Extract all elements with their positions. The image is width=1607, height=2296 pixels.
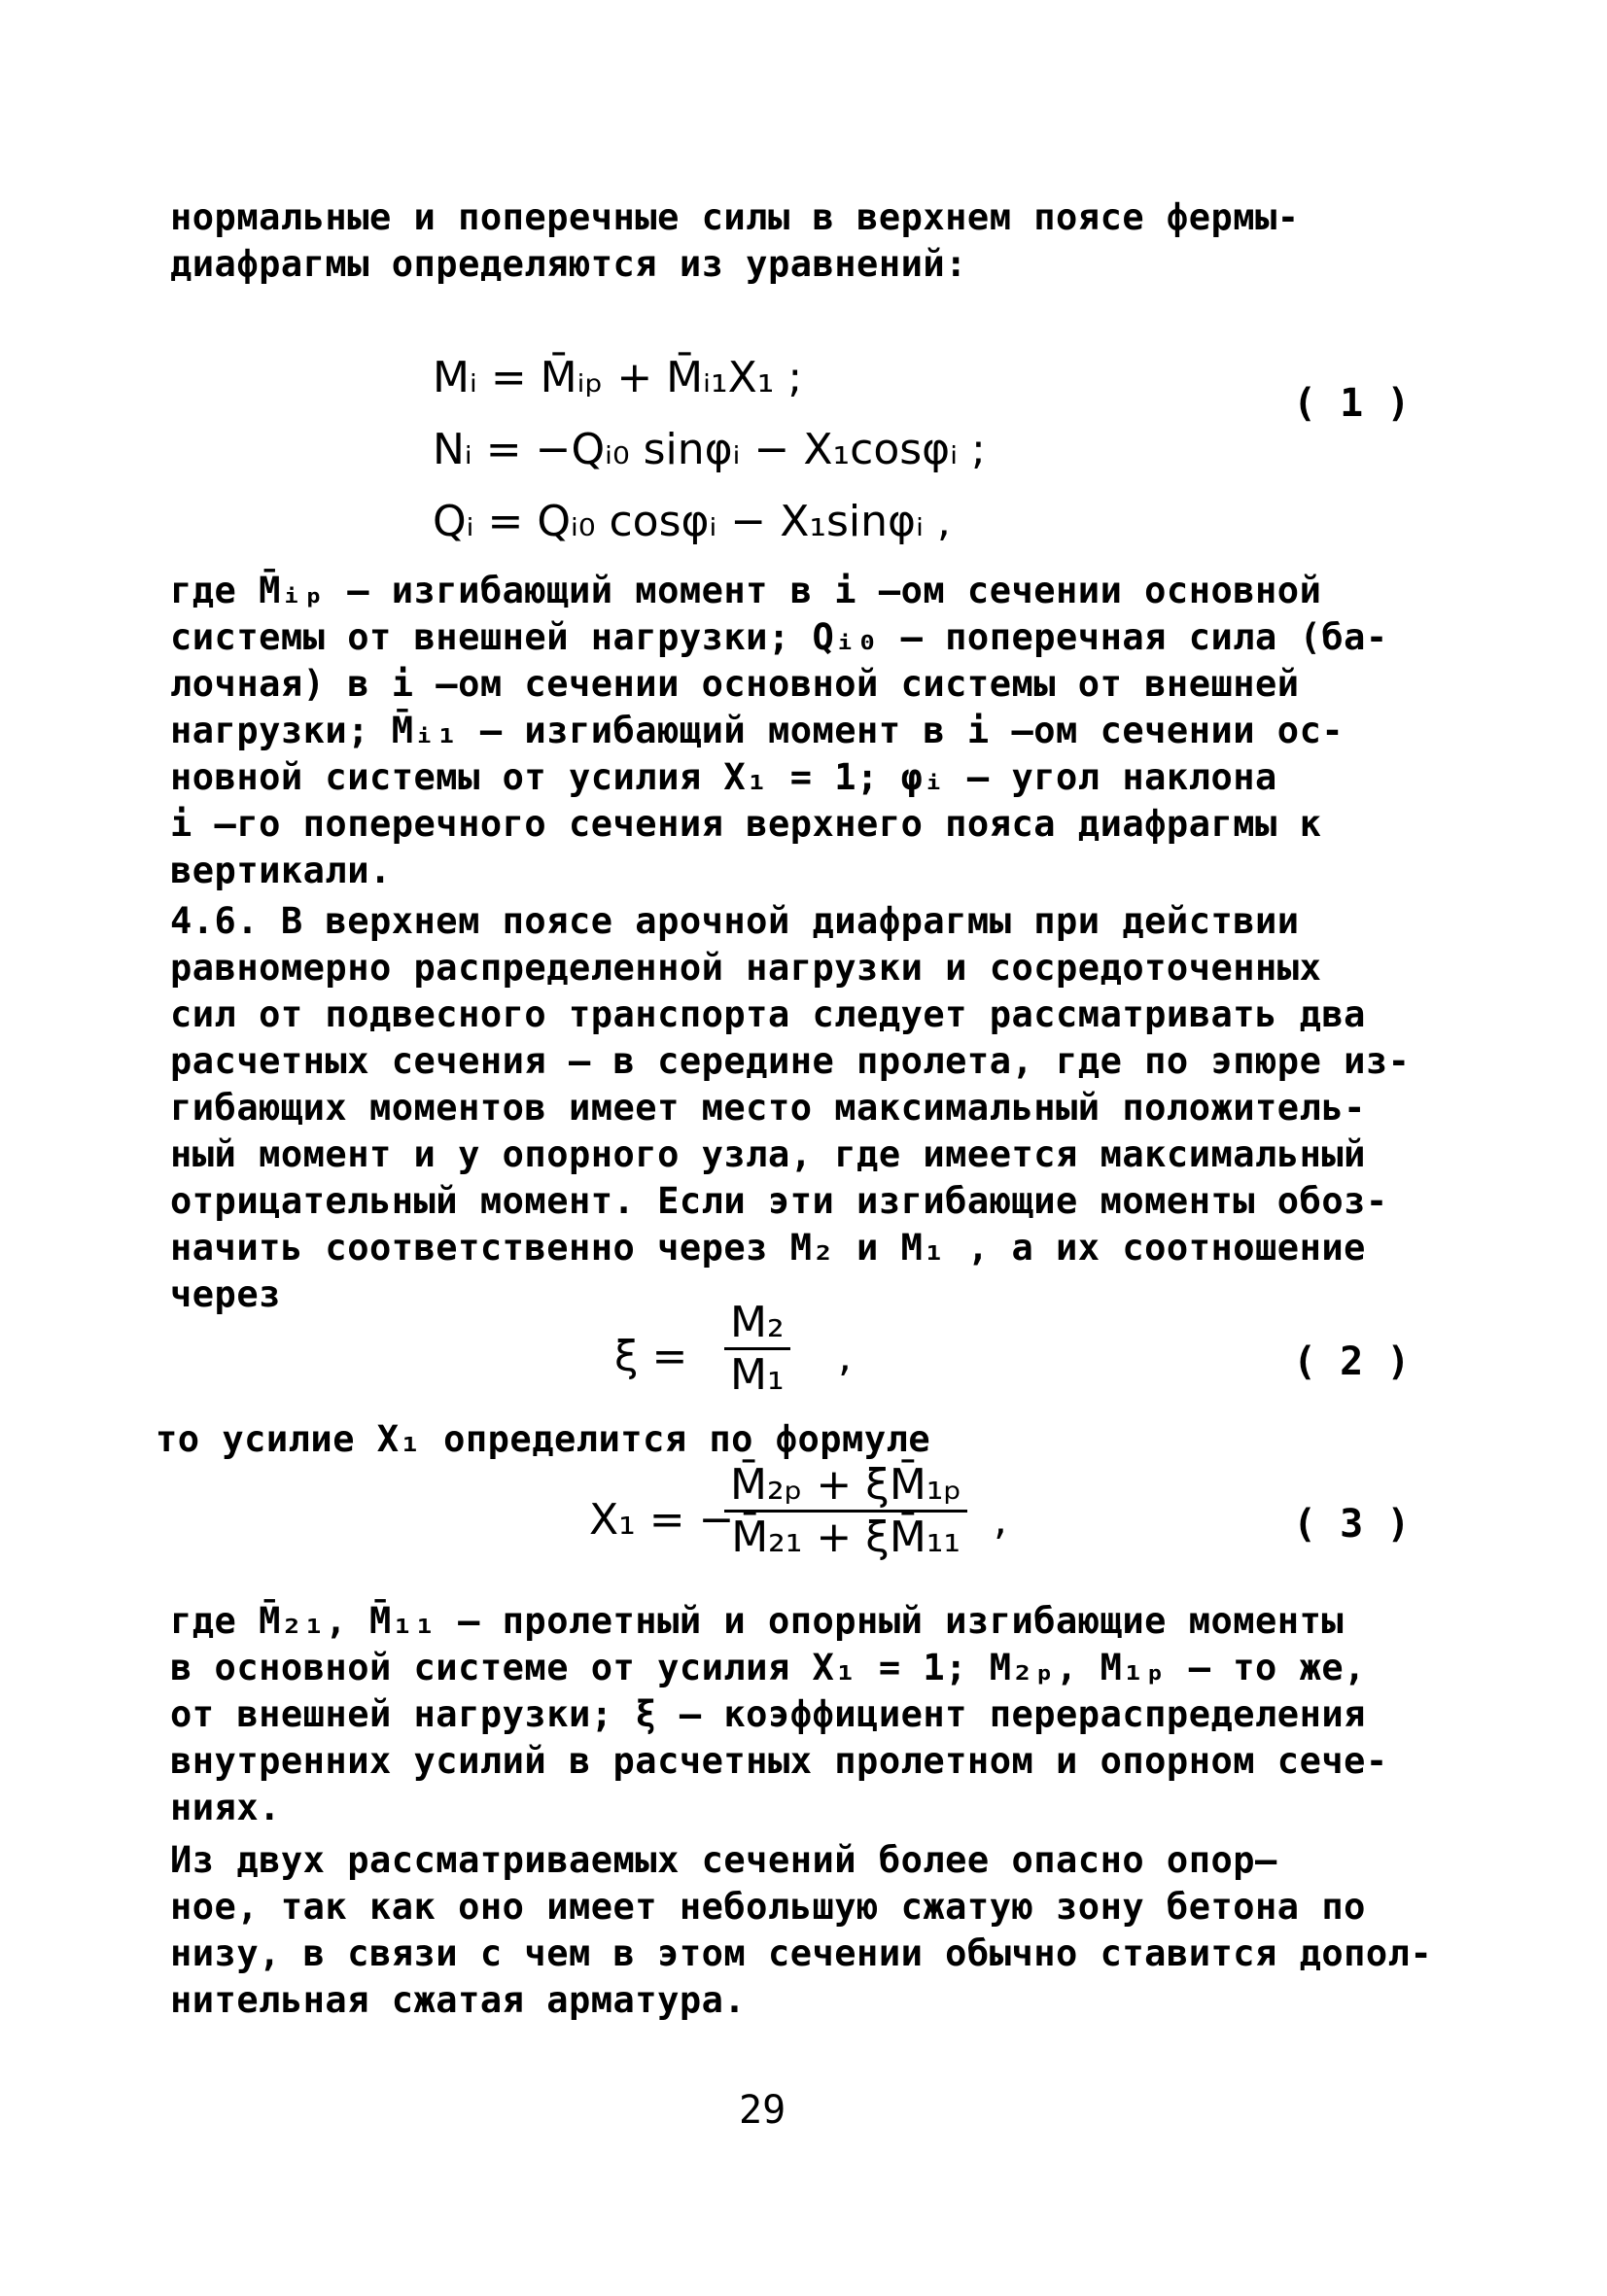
equation-2-tail: , xyxy=(838,1332,852,1381)
equation-3-number: ( 3 ) xyxy=(1293,1502,1411,1547)
text-line: нормальные и поперечные силы в верхнем поясе фермы- xyxy=(170,196,1300,238)
text-line: диафрагмы определяются из уравнений: xyxy=(170,243,967,285)
text-line: ный момент и у опорного узла, где имеется максимальный xyxy=(170,1133,1366,1175)
equation-3-tail: , xyxy=(994,1495,1007,1545)
equation-1-line: Mᵢ = M̄ᵢₚ + M̄ᵢ₁X₁ ; xyxy=(433,353,803,402)
equation-2-numerator: M₂ xyxy=(724,1298,790,1350)
text-line: 4.6. В верхнем поясе арочной диафрагмы при действии xyxy=(170,900,1300,942)
then-line xyxy=(156,1416,930,1463)
text-line: сил от подвесного транспорта следует рассматривать два xyxy=(170,993,1366,1035)
text-line: вертикали. xyxy=(170,850,392,891)
equation-3-fraction xyxy=(724,1460,967,1562)
equation-3-numerator: M̄₂ₚ + ξM̄₁ₚ xyxy=(724,1460,967,1513)
text-line: где M̄₂₁, M̄₁₁ – пролетный и опорный изгибающие моменты xyxy=(170,1600,1345,1642)
text-line: от внешней нагрузки; ξ – коэффициент перераспределения xyxy=(170,1693,1366,1735)
text-line: ное, так как оно имеет небольшую сжатую зону бетона по xyxy=(170,1886,1366,1928)
equation-3-denominator: M̄₂₁ + ξM̄₁₁ xyxy=(731,1513,961,1562)
page-number: 29 xyxy=(739,2088,786,2133)
equation-2-fraction xyxy=(724,1298,790,1400)
text-line: Из двух рассматриваемых сечений более опасно опор– xyxy=(170,1839,1277,1881)
equation-2-denominator: M₁ xyxy=(730,1350,785,1400)
equation-1 xyxy=(433,342,986,558)
text-line: новной системы от усилия X₁ = 1; φᵢ – угол наклона xyxy=(170,756,1277,798)
text-line: в основной системе от усилия X₁ = 1; M₂ₚ, M₁ₚ – то же, xyxy=(170,1647,1366,1688)
equation-1-number: ( 1 ) xyxy=(1293,381,1411,426)
text-line: лочная) в i –ом сечении основной системы от внешней xyxy=(170,663,1300,705)
text-line: ниях. xyxy=(170,1787,281,1828)
text-line: внутренних усилий в расчетных пролетном и опорном сече- xyxy=(170,1740,1388,1782)
text-line: равномерно распределенной нагрузки и сосредоточенных xyxy=(170,947,1322,989)
text-line: i –го поперечного сечения верхнего пояса диафрагмы к xyxy=(170,803,1322,845)
text-line: расчетных сечения – в середине пролета, где по эпюре из- xyxy=(170,1040,1411,1082)
equation-2-number: ( 2 ) xyxy=(1293,1339,1411,1384)
text-line: где M̄ᵢₚ – изгибающий момент в i –ом сечении основной xyxy=(170,570,1322,611)
text-line: низу, в связи с чем в этом сечении обычно ставится допол- xyxy=(170,1932,1433,1974)
section-4-6 xyxy=(170,898,1410,1318)
equation-2-lhs: ξ = xyxy=(614,1332,688,1381)
text-line: гибающих моментов имеет место максимальный положитель- xyxy=(170,1087,1366,1129)
where-paragraph-1 xyxy=(170,568,1388,894)
equation-1-line: Nᵢ = −Qᵢ₀ sinφᵢ − X₁cosφᵢ ; xyxy=(433,425,986,474)
text-line: нагрузки; M̄ᵢ₁ – изгибающий момент в i –ом сечении ос- xyxy=(170,710,1345,751)
text-line: нительная сжатая арматура. xyxy=(170,1979,747,2021)
equation-3-lhs: X₁ = − xyxy=(589,1495,735,1545)
where-paragraph-3 xyxy=(170,1598,1388,1831)
equation-1-line: Qᵢ = Qᵢ₀ cosφᵢ − X₁sinφᵢ , xyxy=(433,497,951,546)
text-line: отрицательный момент. Если эти изгибающие моменты обоз- xyxy=(170,1180,1388,1222)
text-line: системы от внешней нагрузки; Qᵢ₀ – поперечная сила (ба- xyxy=(170,616,1388,658)
text-line: начить соответственно через M₂ и M₁ , а их соотношение xyxy=(170,1227,1366,1269)
intro-paragraph xyxy=(170,194,1300,288)
text-line: через xyxy=(170,1273,281,1315)
text-line: то усилие X₁ определится по формуле xyxy=(156,1418,931,1460)
final-paragraph xyxy=(170,1837,1432,2024)
